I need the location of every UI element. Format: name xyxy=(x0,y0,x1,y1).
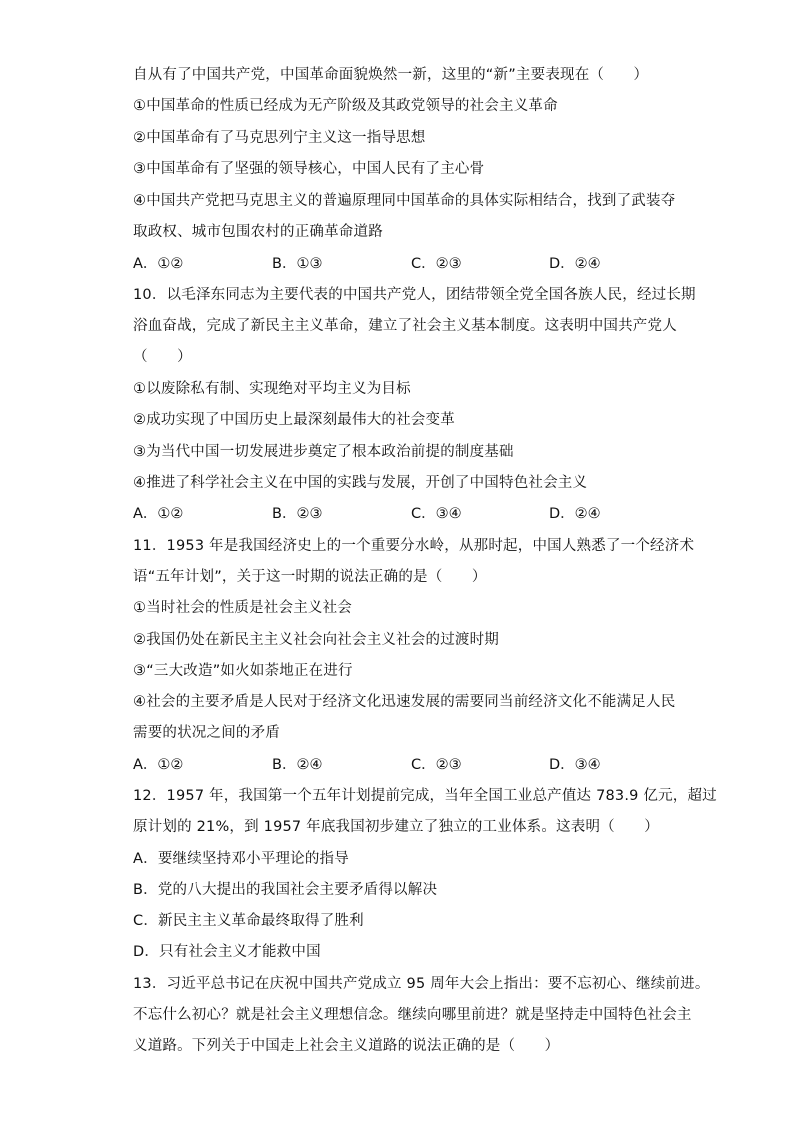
q13-stem-1: 13．习近平总书记在庆祝中国共产党成立 95 周年大会上指出：要不忘初心、继续前进。 xyxy=(133,976,710,992)
q10-item-3: ③为当代中国一切发展进步奠定了根本政治前提的制度基础 xyxy=(133,444,514,460)
q9-option-a: A．①② xyxy=(133,256,184,272)
q12-stem-1: 12．1957 年，我国第一个五年计划提前完成，当年全国工业总产值达 783.9 亿元，超过 xyxy=(133,788,717,804)
q11-option-d: D．③④ xyxy=(549,757,601,773)
q10-option-a: A．①② xyxy=(133,506,184,522)
q9-stem: 自从有了中国共产党，中国革命面貌焕然一新，这里的“新”主要表现在（ ） xyxy=(133,67,649,83)
q12-option-a: A．要继续坚持邓小平理论的指导 xyxy=(133,851,349,867)
q11-option-a: A．①② xyxy=(133,757,184,773)
q10-item-2: ②成功实现了中国历史上最深刻最伟大的社会变革 xyxy=(133,412,455,428)
q11-option-b: B．②④ xyxy=(272,757,323,773)
q10-option-d: D．②④ xyxy=(549,506,601,522)
q12-option-c: C．新民主主义革命最终取得了胜利 xyxy=(133,913,364,929)
q12-option-d: D．只有社会主义才能救中国 xyxy=(133,944,321,960)
q10-stem-2: 浴血奋战，完成了新民主主义革命，建立了社会主义基本制度。这表明中国共产党人 xyxy=(133,318,677,334)
q9-item-4: ④中国共产党把马克思主义的普遍原理同中国革命的具体实际相结合，找到了武装夺 xyxy=(133,193,676,209)
q13-stem-2: 不忘什么初心？就是社会主义理想信念。继续向哪里前进？就是坚持走中国特色社会主 xyxy=(133,1007,692,1023)
q9-option-c: C．②③ xyxy=(411,256,462,272)
q11-item-4: ④社会的主要矛盾是人民对于经济文化迅速发展的需要同当前经济文化不能满足人民 xyxy=(133,694,676,710)
q11-item-4-cont: 需要的状况之间的矛盾 xyxy=(133,725,280,741)
q10-option-b: B．②③ xyxy=(272,506,323,522)
q9-option-b: B．①③ xyxy=(272,256,323,272)
q9-item-3: ③中国革命有了坚强的领导核心，中国人民有了主心骨 xyxy=(133,161,485,177)
q11-option-c: C．②③ xyxy=(411,757,462,773)
q11-item-2: ②我国仍处在新民主主义社会向社会主义社会的过渡时期 xyxy=(133,632,499,648)
q10-item-4: ④推进了科学社会主义在中国的实践与发展，开创了中国特色社会主义 xyxy=(133,475,588,491)
q10-item-1: ①以废除私有制、实现绝对平均主义为目标 xyxy=(133,381,411,397)
q9-option-d: D．②④ xyxy=(549,256,601,272)
q11-stem-2: 语“五年计划”，关于这一时期的说法正确的是（ ） xyxy=(133,569,487,585)
q13-stem-3: 义道路。下列关于中国走上社会主义道路的说法正确的是（ ） xyxy=(133,1038,560,1054)
q10-stem-3: （ ） xyxy=(133,349,192,365)
q11-item-1: ①当时社会的性质是社会主义社会 xyxy=(133,600,352,616)
q9-item-4-cont: 取政权、城市包围农村的正确革命道路 xyxy=(133,224,383,240)
q10-stem-1: 10．以毛泽东同志为主要代表的中国共产党人，团结带领全党全国各族人民，经过长期 xyxy=(133,287,696,303)
q12-option-b: B．党的八大提出的我国社会主要矛盾得以解决 xyxy=(133,882,438,898)
q9-item-1: ①中国革命的性质已经成为无产阶级及其政党领导的社会主义革命 xyxy=(133,98,558,114)
q11-stem-1: 11．1953 年是我国经济史上的一个重要分水岭，从那时起，中国人熟悉了一个经济术 xyxy=(133,538,695,554)
q9-item-2: ②中国革命有了马克思列宁主义这一指导思想 xyxy=(133,130,426,146)
q12-stem-2: 原计划的 21%，到 1957 年底我国初步建立了独立的工业体系。这表明（ ） xyxy=(133,819,659,835)
q11-item-3: ③“三大改造”如火如荼地正在进行 xyxy=(133,663,353,679)
q10-option-c: C．③④ xyxy=(411,506,462,522)
